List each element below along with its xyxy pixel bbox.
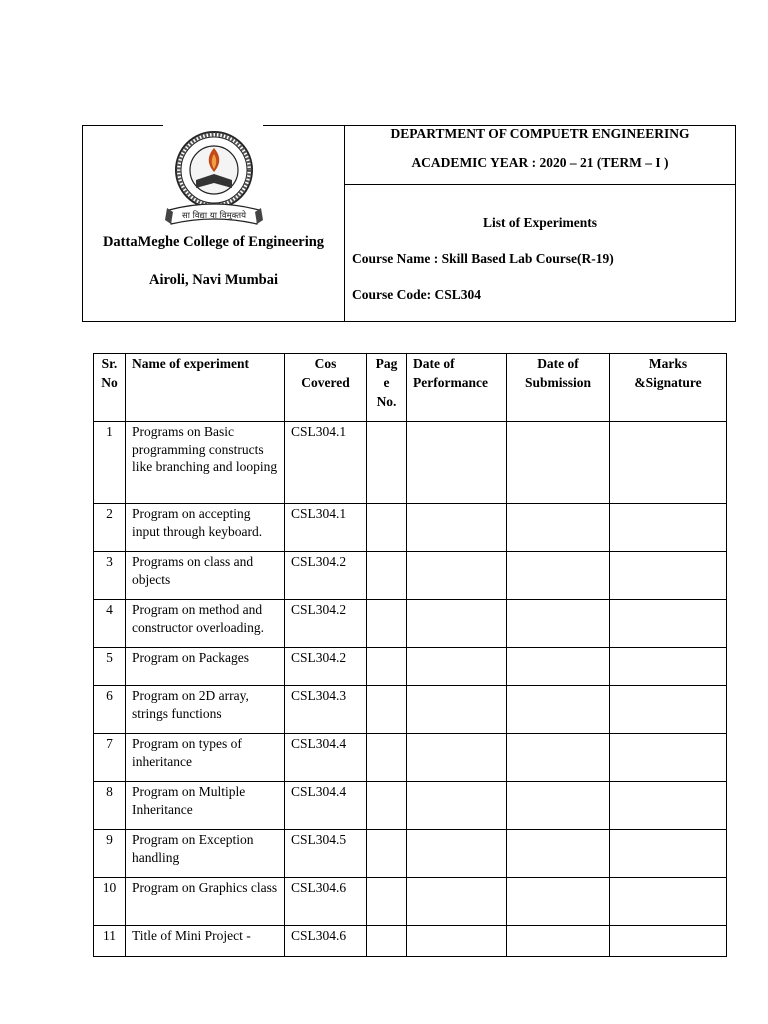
cell-marks [610,600,727,648]
header-sr-line1: Sr. [101,356,118,371]
cell-cos: CSL304.2 [285,552,367,600]
header-cos [285,354,367,422]
header-name [126,354,285,422]
table-row [94,830,727,878]
cell-date-submission [507,830,610,878]
cell-page [367,552,407,600]
cell-sr: 11 [94,926,126,957]
header-date-submission [507,354,610,422]
cell-sr: 5 [94,648,126,686]
cell-marks [610,782,727,830]
table-row [94,648,727,686]
cell-experiment-name: Programs on class and objects [126,552,285,600]
course-cell [345,185,735,321]
cell-marks [610,504,727,552]
logo-motto [182,210,247,221]
cell-page [367,600,407,648]
cell-date-submission [507,878,610,926]
cell-sr: 4 [94,600,126,648]
college-name: DattaMeghe College of Engineering [102,234,325,250]
cell-page [367,686,407,734]
course-code: Course Code: CSL304 [352,287,482,302]
cell-experiment-name: Program on Packages [126,648,285,686]
cell-date-submission [507,926,610,957]
department-cell [345,126,735,185]
cell-page [367,422,407,504]
cell-date-submission [507,782,610,830]
table-row [94,734,727,782]
cell-date-submission [507,648,610,686]
list-title: List of Experiments [483,215,597,230]
header-dperf-line1: Date of [413,356,455,371]
header-dperf-line2: Performance [413,375,488,390]
cell-experiment-name: Title of Mini Project - [126,926,285,957]
header-page-line3: No. [376,394,397,409]
cell-date-performance [407,734,507,782]
table-row [94,422,727,504]
table-header-row [94,354,727,422]
cell-date-performance [407,782,507,830]
cell-date-performance [407,686,507,734]
cell-sr: 3 [94,552,126,600]
header-marks-line2: &Signature [634,375,702,390]
header-cos-line1: Cos [314,356,337,371]
course-info-block [345,126,735,321]
table-row [94,552,727,600]
header-page-line2: e [383,375,390,390]
header-sr-no [94,354,126,422]
table-row [94,686,727,734]
cell-experiment-name: Program on types of inheritance [126,734,285,782]
cell-page [367,878,407,926]
table-row [94,926,727,957]
cell-date-performance [407,552,507,600]
cell-date-submission [507,686,610,734]
cell-date-submission [507,600,610,648]
cell-date-performance [407,504,507,552]
cell-page [367,734,407,782]
cell-cos: CSL304.6 [285,926,367,957]
cell-cos: CSL304.6 [285,878,367,926]
cell-cos: CSL304.5 [285,830,367,878]
header-cos-line2: Covered [301,375,350,390]
header-date-performance [407,354,507,422]
cell-date-submission [507,422,610,504]
cell-marks [610,552,727,600]
header-sr-line2: No [101,375,118,390]
cell-sr: 2 [94,504,126,552]
cell-sr: 8 [94,782,126,830]
cell-marks [610,734,727,782]
cell-sr: 7 [94,734,126,782]
college-location: Airoli, Navi Mumbai [148,272,279,288]
academic-year: ACADEMIC YEAR : 2020 – 21 (TERM – I ) [411,155,669,170]
college-block [83,126,345,321]
cell-cos: CSL304.2 [285,648,367,686]
cell-sr: 9 [94,830,126,878]
cell-marks [610,926,727,957]
cell-cos: CSL304.4 [285,782,367,830]
table-row [94,782,727,830]
header-marks [610,354,727,422]
table-row [94,878,727,926]
cell-date-performance [407,422,507,504]
cell-date-performance [407,600,507,648]
cell-cos: CSL304.2 [285,600,367,648]
header-box [82,125,736,322]
cell-page [367,926,407,957]
cell-experiment-name: Program on 2D array, strings functions [126,686,285,734]
cell-date-performance [407,648,507,686]
cell-experiment-name: Program on accepting input through keyboard. [126,504,285,552]
header-dsub-line2: Submission [524,375,592,390]
header-dsub-line1: Date of [537,356,579,371]
cell-date-submission [507,552,610,600]
cell-date-submission [507,504,610,552]
cell-marks [610,686,727,734]
cell-cos: CSL304.1 [285,504,367,552]
cell-experiment-name: Programs on Basic programming constructs like branching and looping [126,422,285,504]
cell-experiment-name: Program on Exception handling [126,830,285,878]
cell-sr: 1 [94,422,126,504]
cell-sr: 6 [94,686,126,734]
svg-text:सा विद्या या विमुक्तये: सा विद्या या विमुक्तये [181,211,247,221]
cell-marks [610,648,727,686]
cell-date-submission [507,734,610,782]
cell-cos: CSL304.4 [285,734,367,782]
cell-date-performance [407,830,507,878]
cell-page [367,504,407,552]
cell-cos: CSL304.1 [285,422,367,504]
cell-experiment-name: Program on method and constructor overloading. [126,600,285,648]
table-row [94,504,727,552]
cell-sr: 10 [94,878,126,926]
cell-marks [610,878,727,926]
college-logo [163,128,265,228]
cell-marks [610,830,727,878]
cell-experiment-name: Program on Graphics class [126,878,285,926]
cell-page [367,648,407,686]
header-page [367,354,407,422]
cell-marks [610,422,727,504]
course-name: Course Name : Skill Based Lab Course(R-19) [352,251,614,266]
cell-page [367,782,407,830]
cell-date-performance [407,926,507,957]
header-marks-line1: Marks [648,356,688,371]
experiments-table [93,353,727,957]
cell-cos: CSL304.3 [285,686,367,734]
cell-page [367,830,407,878]
table-row [94,600,727,648]
header-page-line1: Pag [375,356,398,371]
department-title: DEPARTMENT OF COMPUETR ENGINEERING [390,126,690,141]
cell-date-performance [407,878,507,926]
header-name-text: Name of experiment [132,356,249,371]
cell-experiment-name: Program on Multiple Inheritance [126,782,285,830]
